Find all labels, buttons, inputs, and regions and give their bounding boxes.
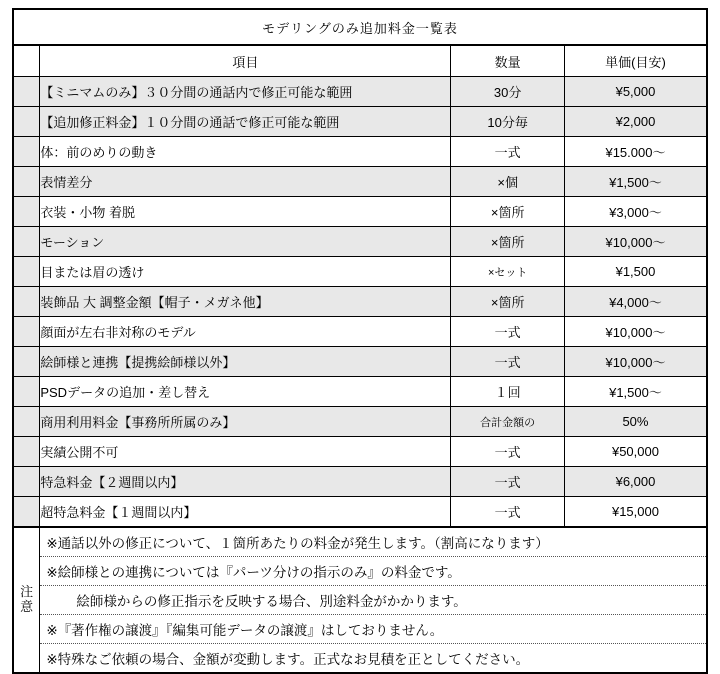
row-item: 【ミニマムのみ】３０分間の通話内で修正可能な範囲 [40,77,451,107]
row-item: PSDデータの追加・差し替え [40,377,451,407]
row-price: ¥2,000 [564,107,707,137]
notes-table [40,528,706,672]
notes-label-char-2: 意 [20,599,34,614]
row-price: ¥3,000〜 [564,197,707,227]
row-item: 体：前のめりの動き [40,137,451,167]
row-mark [13,407,40,437]
row-qty: ×箇所 [451,197,565,227]
row-item: モーション [40,227,451,257]
row-price: ¥10,000〜 [564,347,707,377]
table-row [13,437,707,467]
row-item: 目または眉の透け [40,257,451,287]
header-row [13,45,707,77]
table-row [13,347,707,377]
table-row [13,227,707,257]
notes-label [13,527,40,673]
row-mark [13,107,40,137]
table-row [13,257,707,287]
table-row [13,497,707,528]
note-line [40,615,706,644]
note-line [40,586,706,615]
row-qty: ×箇所 [451,287,565,317]
row-item: 絵師様と連携【提携絵師様以外】 [40,347,451,377]
table-row [13,137,707,167]
row-qty: １回 [451,377,565,407]
notes-container [40,527,707,673]
row-price: ¥4,000〜 [564,287,707,317]
row-mark [13,377,40,407]
row-mark [13,317,40,347]
row-price: ¥1,500 [564,257,707,287]
row-mark [13,347,40,377]
table-row [13,467,707,497]
row-item: 商用利用料金【事務所所属のみ】 [40,407,451,437]
note-text: ※絵師様との連携については『パーツ分けの指示のみ』の料金です。 [40,557,706,586]
row-qty: 一式 [451,437,565,467]
row-mark [13,137,40,167]
row-price: ¥10,000〜 [564,317,707,347]
row-qty: 一式 [451,317,565,347]
row-price: ¥15,000 [564,497,707,528]
table-row [13,167,707,197]
notes-row [13,527,707,673]
row-item: 表情差分 [40,167,451,197]
header-item: 項目 [40,45,451,77]
row-qty: ×個 [451,167,565,197]
table-row [13,377,707,407]
note-line [40,528,706,557]
notes-label-char-1: 注 [20,584,34,600]
row-item: 衣装・小物 着脱 [40,197,451,227]
row-qty: 一式 [451,137,565,167]
row-qty: ×セット [451,257,565,287]
note-line [40,557,706,586]
row-qty: 30分 [451,77,565,107]
row-mark [13,197,40,227]
row-price: ¥10,000〜 [564,227,707,257]
row-qty: 10分毎 [451,107,565,137]
row-qty: 一式 [451,347,565,377]
row-price: ¥50,000 [564,437,707,467]
row-mark [13,497,40,528]
row-item: 実績公開不可 [40,437,451,467]
note-text: ※通話以外の修正について、１箇所あたりの料金が発生します。（割高になります） [40,528,706,557]
row-mark [13,437,40,467]
row-mark [13,227,40,257]
header-qty: 数量 [451,45,565,77]
note-text: 絵師様からの修正指示を反映する場合、別途料金がかかります。 [40,586,706,615]
table-row [13,77,707,107]
row-mark [13,167,40,197]
row-mark [13,467,40,497]
header-mark [13,45,40,77]
row-price: ¥1,500〜 [564,167,707,197]
row-item: 特急料金【２週間以内】 [40,467,451,497]
row-item: 顔面が左右非対称のモデル [40,317,451,347]
header-price: 単価(目安) [564,45,707,77]
table-row [13,287,707,317]
price-table [12,8,708,674]
note-text: ※特殊なご依頼の場合、金額が変動します。正式なお見積を正としてください。 [46,652,530,667]
row-mark [13,77,40,107]
row-qty: 一式 [451,467,565,497]
note-line [40,644,706,673]
row-qty: 合計金額の [451,407,565,437]
table-row [13,317,707,347]
row-mark [13,257,40,287]
row-price: ¥6,000 [564,467,707,497]
row-mark [13,287,40,317]
table-row [13,197,707,227]
note-text: ※『著作権の譲渡』『編集可能データの譲渡』はしておりません。 [40,615,706,644]
row-price: 50% [564,407,707,437]
title-row [13,9,707,45]
row-item: 超特急料金【１週間以内】 [40,497,451,528]
row-item: 装飾品 大 調整金額【帽子・メガネ他】 [40,287,451,317]
table-row [13,107,707,137]
row-qty: 一式 [451,497,565,528]
row-qty: ×箇所 [451,227,565,257]
page-title: モデリングのみ追加料金一覧表 [13,9,707,45]
row-price: ¥1,500〜 [564,377,707,407]
row-price: ¥5,000 [564,77,707,107]
row-item: 【追加修正料金】１０分間の通話で修正可能な範囲 [40,107,451,137]
row-price: ¥15.000〜 [564,137,707,167]
table-row [13,407,707,437]
